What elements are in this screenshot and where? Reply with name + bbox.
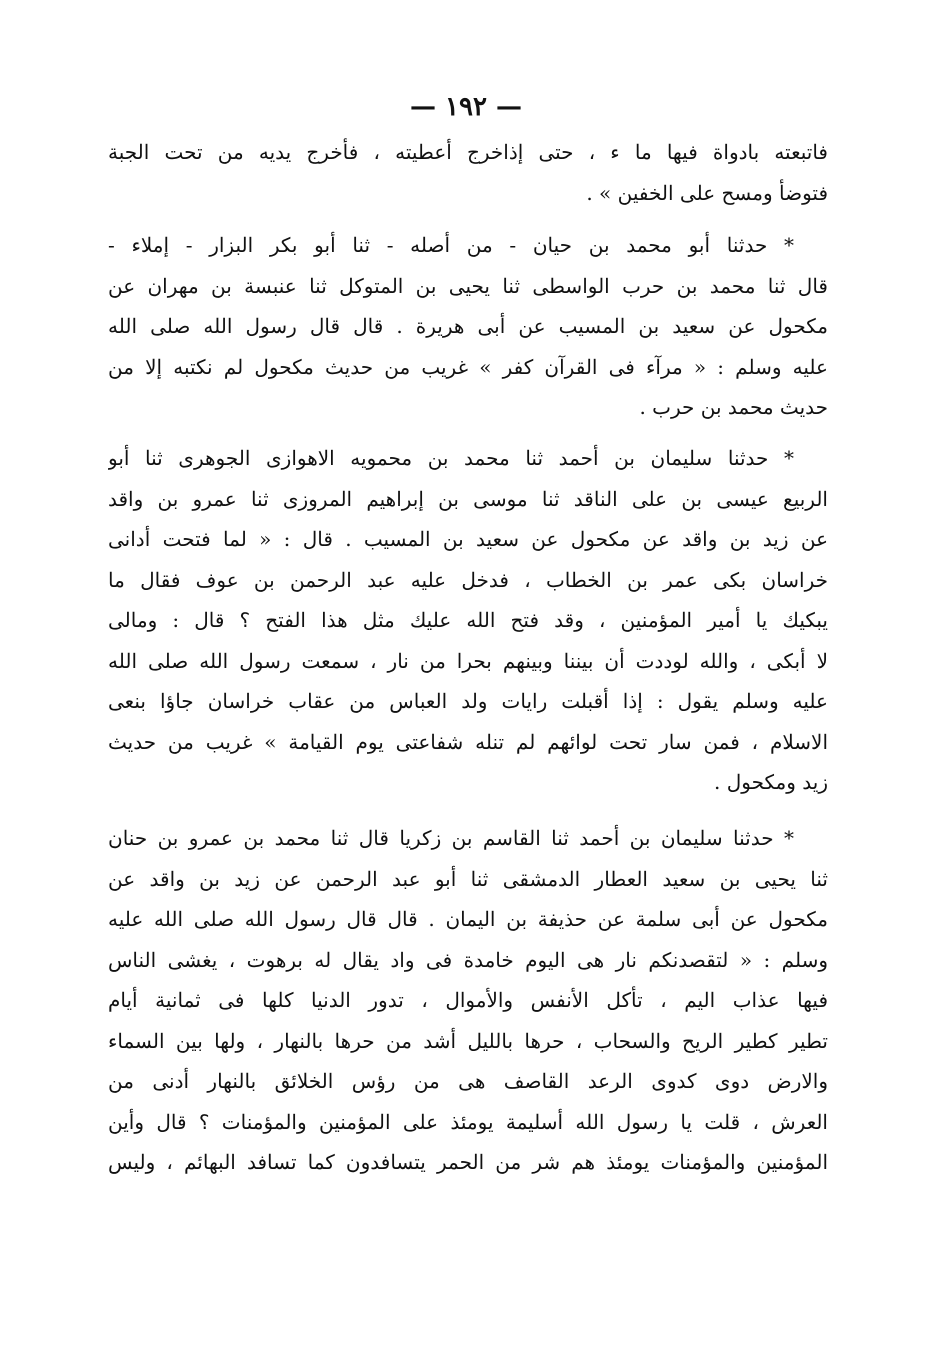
text-line: فاتبعته بادواة فيها ما ء ، حتى إذاخرج أعطيته ، فأخرج يديه من تحت الجبة — [108, 140, 828, 164]
text-line: خراسان بكى عمر بن الخطاب ، فدخل عليه عبد الرحمن بن عوف فقال ما — [108, 567, 828, 592]
text-line: * حدثنا سليمان بن أحمد ثنا محمد بن محمويه الاهوازى الجوهرى ثنا أبو — [108, 446, 794, 470]
paragraph-4 — [108, 818, 828, 1183]
text-line: عليه وسلم : « مرآء فى القرآن كفر » غريب من حديث مكحول لم نكتبه إلا من — [108, 354, 828, 379]
text-line: زيد ومكحول . — [714, 770, 828, 794]
text-line: * حدثنا أبو محمد بن حيان - من أصله - ثنا أبو بكر البزار - إملاء - — [108, 233, 794, 257]
paragraph-2 — [108, 225, 828, 428]
text-line: * حدثنا سليمان بن أحمد ثنا القاسم بن زكريا قال ثنا محمد بن عمرو بن حنان — [108, 826, 794, 850]
text-line: لا أبكى ، والله لوددت أن بيننا وبينهم بحرا من نار ، سمعت رسول الله صلى الله — [108, 648, 828, 673]
text-line: وسلم : « لتقصدنكم نار هى اليوم خامدة فى واد يقال له برهوت ، يغشى الناس — [108, 947, 828, 972]
text-line: العرش ، قلت يا رسول الله أسليمة يومئذ على المؤمنين والمؤمنات ؟ قال وأين — [108, 1109, 828, 1134]
text-line: عن زيد بن واقد عن مكحول عن سعيد بن المسيب . قال : « لما فتحت أدانى — [108, 527, 828, 551]
text-line: حديث محمد بن حرب . — [639, 395, 828, 419]
text-line: مكحول عن سعيد بن المسيب عن أبى هريرة . قال قال رسول الله صلى الله — [108, 314, 828, 338]
text-line: والارض دوى كدوى الرعد القاصف هى من رؤس الخلائق بالنهار أدنى من — [108, 1069, 828, 1093]
text-line: تطير كطير الريح والسحاب ، حرها بالليل أشد من حرها بالنهار ، ولها بين السماء — [108, 1028, 828, 1053]
paragraph-1 — [108, 132, 828, 213]
text-line: يبكيك يا أمير المؤمنين ، وقد فتح الله عليك مثل هذا الفتح ؟ قال : ومالى — [108, 608, 828, 632]
text-line: عليه وسلم يقول : إذا أقبلت رايات ولد العباس من عقاب خراسان جاؤا بنعى — [108, 689, 828, 713]
text-line: الاسلام ، فمن سار تحت لوائهم لم تنله شفاعتى يوم القيامة » غريب من حديث — [108, 729, 828, 754]
text-line: فتوضأ ومسح على الخفين » . — [586, 180, 828, 205]
text-line: المؤمنين والمؤمنات يومئذ هم شر من الحمر يتسافدون كما تسافد البهائم ، وليس — [108, 1150, 828, 1174]
text-line: الربيع عيسى بن على الناقد ثنا موسى بن إبراهيم المروزى ثنا عمرو بن واقد — [108, 486, 828, 511]
text-line: ثنا يحيى بن سعيد العطار الدمشقى ثنا أبو عبد الرحمن عن زيد بن واقد عن — [108, 866, 828, 891]
page-number: — ١٩٢ — — [409, 92, 523, 122]
text-line: قال ثنا محمد بن حرب الواسطى ثنا يحيى بن المتوكل ثنا عنبسة بن مهران عن — [108, 273, 828, 298]
paragraph-3 — [108, 438, 828, 803]
text-line: مكحول عن أبى سلمة عن حذيفة بن اليمان . قال قال رسول الله صلى الله عليه — [108, 907, 828, 931]
text-line: فيها عذاب اليم ، تأكل الأنفس والأموال ، تدور الدنيا كلها فى ثمانية أيام — [108, 988, 828, 1012]
